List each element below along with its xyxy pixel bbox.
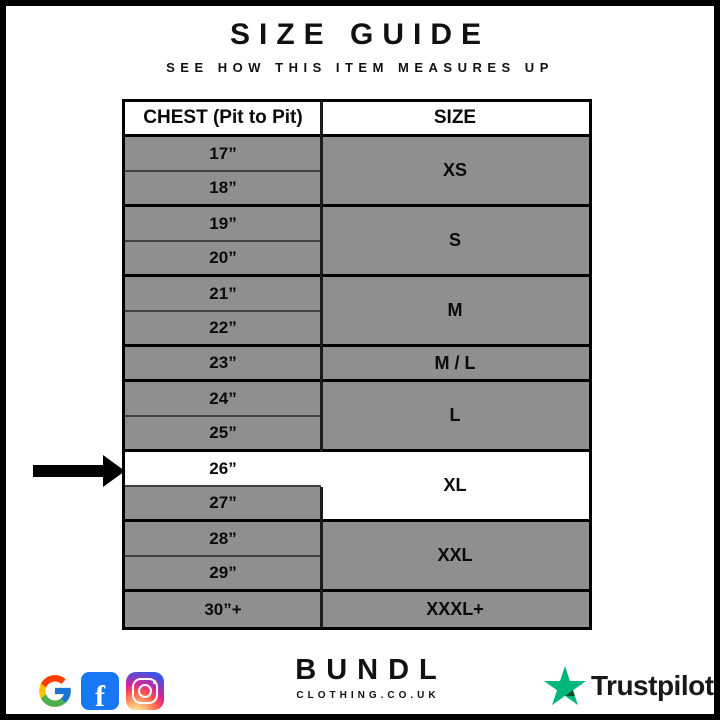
- brand-name: BUNDL: [295, 654, 447, 686]
- chest-cell-18: 18”: [125, 172, 321, 207]
- chest-cell-21: 21”: [125, 277, 321, 312]
- chest-cell-28: 28”: [125, 522, 321, 557]
- size-cell-xxl: XXL: [321, 522, 589, 592]
- page-title: SIZE GUIDE: [229, 18, 491, 51]
- chest-cell-27: 27”: [125, 487, 321, 522]
- size-cell-xl-highlighted: XL: [321, 452, 589, 522]
- size-cell-m-l: M / L: [321, 347, 589, 382]
- size-cell-xs: XS: [321, 137, 589, 207]
- chest-cell-29: 29”: [125, 557, 321, 592]
- column-header-size: SIZE: [433, 107, 477, 128]
- chest-cell-24: 24”: [125, 382, 321, 417]
- chest-cell-23: 23”: [125, 347, 321, 382]
- facebook-icon[interactable]: f: [81, 672, 119, 710]
- column-divider-lower: [320, 487, 323, 627]
- page-subtitle: SEE HOW THIS ITEM MEASURES UP: [166, 60, 554, 75]
- column-header-chest: CHEST (Pit to Pit): [143, 107, 303, 128]
- brand-domain: CLOTHING.CO.UK: [296, 690, 440, 701]
- size-cell-s: S: [321, 207, 589, 277]
- size-cell-m: M: [321, 277, 589, 347]
- chest-cell-17: 17”: [125, 137, 321, 172]
- chest-cell-20: 20”: [125, 242, 321, 277]
- column-divider-upper: [320, 102, 323, 452]
- chest-cell-26-highlighted: 26”: [125, 452, 321, 487]
- highlight-arrow-icon: [33, 455, 125, 487]
- size-cell-l: L: [321, 382, 589, 452]
- chest-cell-19: 19”: [125, 207, 321, 242]
- size-column: [321, 137, 589, 627]
- chest-cell-30plus: 30”+: [125, 592, 321, 627]
- table-header-row: [125, 102, 589, 137]
- size-cell-xxxl: XXXL+: [321, 592, 589, 627]
- trustpilot-label: Trustpilot: [591, 670, 714, 701]
- size-table: [122, 99, 592, 630]
- chest-cell-22: 22”: [125, 312, 321, 347]
- trustpilot-logo[interactable]: [544, 665, 714, 707]
- chest-cell-25: 25”: [125, 417, 321, 452]
- trustpilot-star-icon: [544, 665, 586, 707]
- chest-column: [125, 137, 321, 627]
